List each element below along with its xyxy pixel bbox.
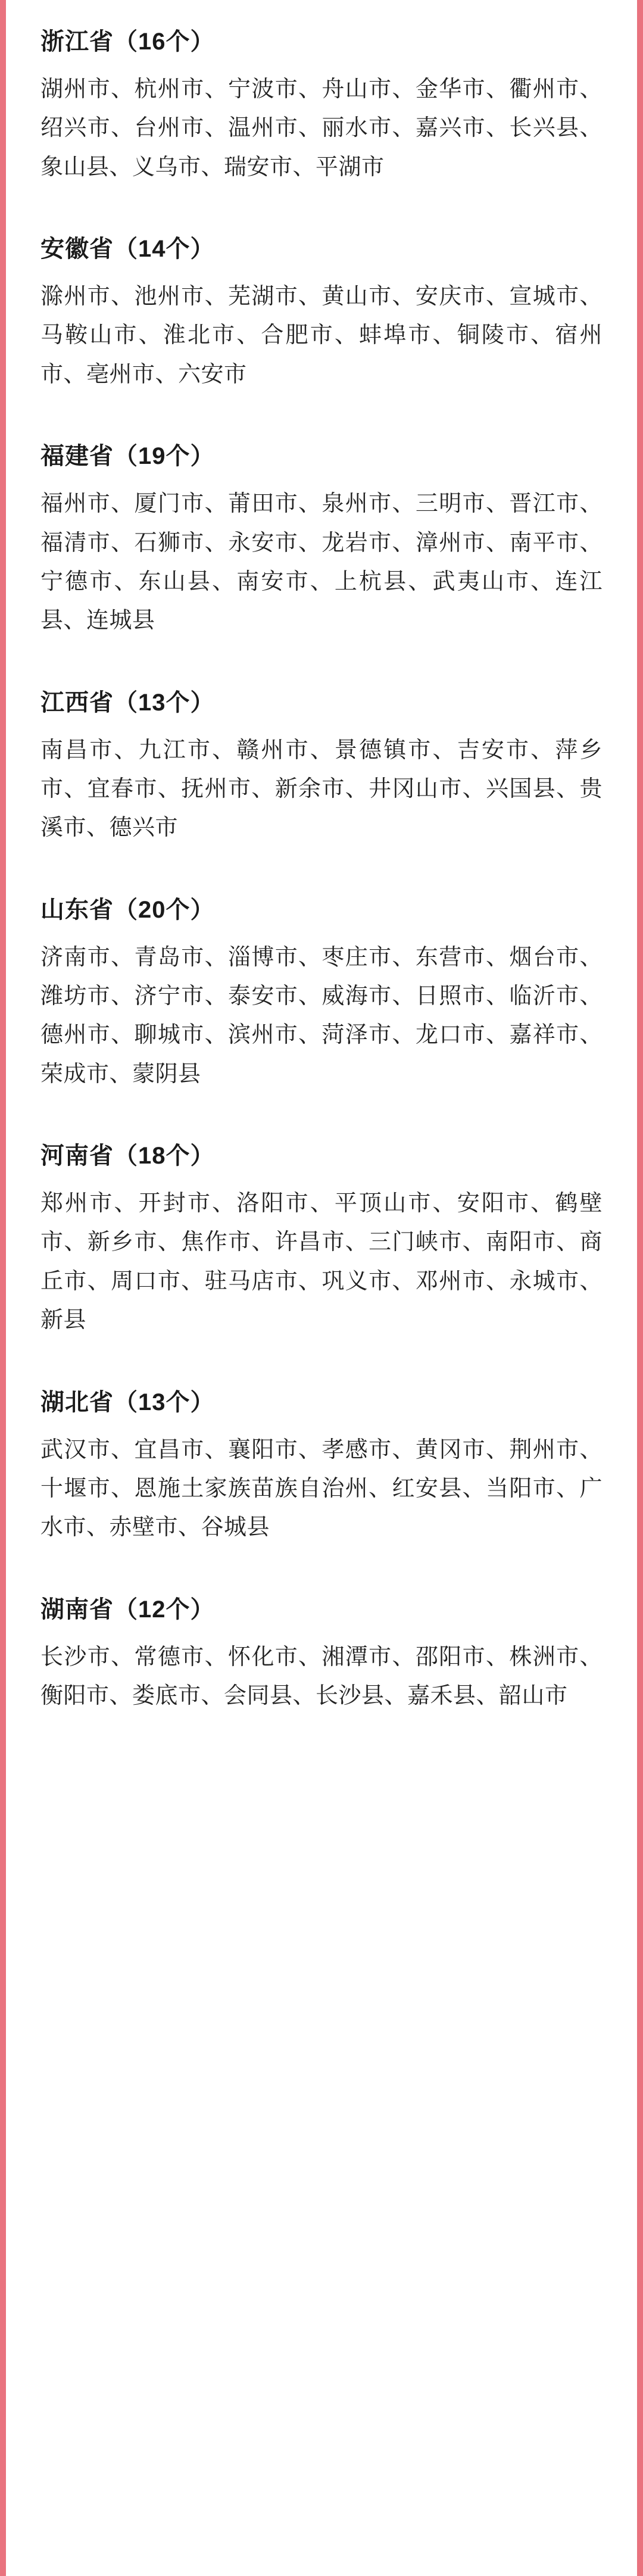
- province-heading: 河南省（18个）: [40, 1143, 215, 1170]
- province-section: [40, 231, 603, 394]
- province-heading: 湖北省（13个）: [40, 1389, 215, 1415]
- province-city-list: 济南市、青岛市、淄博市、枣庄市、东营市、烟台市、潍坊市、济宁市、泰安市、威海市、日照市、临沂市、德州市、聊城市、滨州市、菏泽市、龙口市、嘉祥市、荣成市、蒙阴县: [40, 944, 603, 1087]
- province-section: [40, 1384, 603, 1548]
- province-city-list: 湖州市、杭州市、宁波市、舟山市、金华市、衢州市、绍兴市、台州市、温州市、丽水市、嘉兴市、长兴县、象山县、义乌市、瑞安市、平湖市: [40, 77, 603, 180]
- province-heading: 安徽省（14个）: [40, 236, 215, 263]
- province-city-list: 南昌市、九江市、赣州市、景德镇市、吉安市、萍乡市、宜春市、抚州市、新余市、井冈山市、兴国县、贵溪市、德兴市: [40, 737, 603, 841]
- province-section: [40, 685, 603, 848]
- content-column: [6, 0, 637, 1751]
- province-city-list: 滁州市、池州市、芜湖市、黄山市、安庆市、宣城市、马鞍山市、淮北市、合肥市、蚌埠市、铜陵市、宿州市、亳州市、六安市: [40, 284, 603, 387]
- province-section: [40, 24, 603, 187]
- province-section: [40, 1138, 603, 1340]
- province-city-list: 郑州市、开封市、洛阳市、平顶山市、安阳市、鹤壁市、新乡市、焦作市、许昌市、三门峡市、南阳市、商丘市、周口市、驻马店市、巩义市、邓州市、永城市、新县: [40, 1191, 603, 1333]
- province-city-list: 武汉市、宜昌市、襄阳市、孝感市、黄冈市、荆州市、十堰市、恩施土家族苗族自治州、红安县、当阳市、广水市、赤壁市、谷城县: [40, 1437, 603, 1540]
- province-heading: 湖南省（12个）: [40, 1596, 215, 1623]
- province-section: [40, 892, 603, 1094]
- province-heading: 山东省（20个）: [40, 896, 215, 923]
- province-city-list: 福州市、厦门市、莆田市、泉州市、三明市、晋江市、福清市、石狮市、永安市、龙岩市、漳州市、南平市、宁德市、东山县、南安市、上杭县、武夷山市、连江县、连城县: [40, 491, 603, 634]
- province-heading: 福建省（19个）: [40, 443, 215, 470]
- province-section: [40, 1592, 603, 1716]
- province-city-list: 长沙市、常德市、怀化市、湘潭市、邵阳市、株洲市、衡阳市、娄底市、会同县、长沙县、嘉禾县、韶山市: [40, 1644, 603, 1708]
- province-heading: 浙江省（16个）: [40, 29, 215, 55]
- province-heading: 江西省（13个）: [40, 689, 215, 716]
- province-section: [40, 438, 603, 640]
